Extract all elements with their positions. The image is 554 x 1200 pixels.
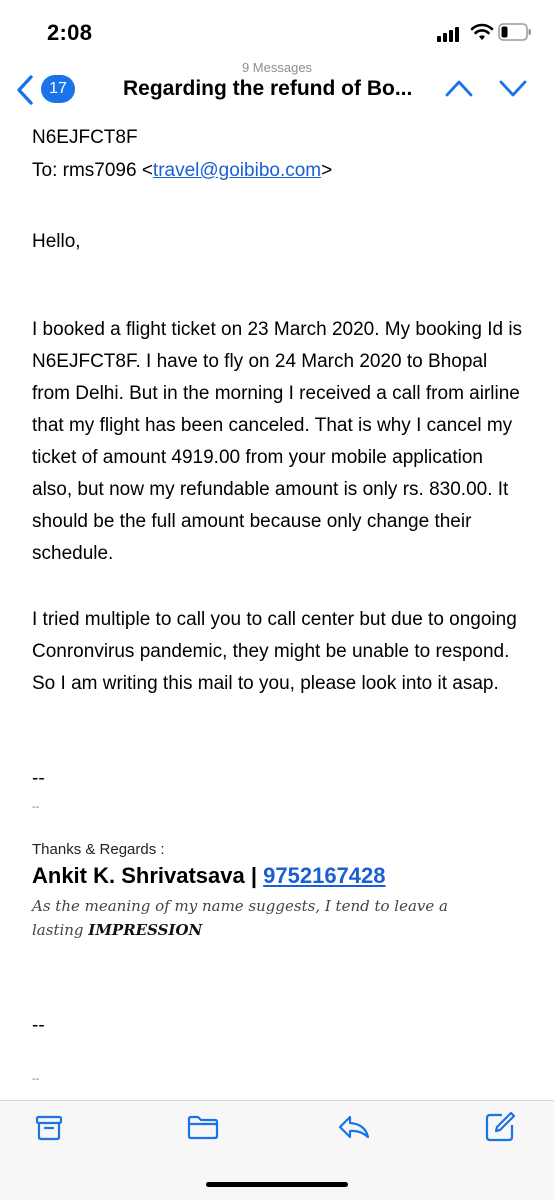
email-subject: Regarding the refund of Bo... [123,77,413,100]
quote-text: As the meaning of my name suggests, I tend to leave a lasting [32,897,448,939]
previous-message-icon[interactable] [444,78,474,98]
signature-separator-small: -- [32,801,40,813]
thanks-regards: Thanks & Regards : [32,841,165,858]
signature-separator: -- [32,768,45,789]
reply-icon[interactable] [336,1109,372,1145]
status-bar [0,0,554,60]
home-indicator[interactable] [206,1182,348,1187]
status-time: 2:08 [47,20,93,45]
folder-icon[interactable] [185,1109,221,1145]
body-paragraph-2: I tried multiple to call you to call center but due to ongoing Conronvirus pandemic, they might be unable to respond. So I am writing this mail to you, please look into it asap. [32,609,517,694]
header-reference: N6EJFCT8F [32,127,138,148]
footer-separator-small: -- [32,1073,40,1085]
wifi-icon [470,22,494,42]
footer-separator: -- [32,1015,45,1036]
next-message-icon[interactable] [498,78,528,98]
signature-name-line [32,863,386,889]
compose-icon[interactable] [482,1109,518,1145]
signature-name: Ankit K. Shrivatsava | [32,863,264,888]
to-suffix: > [321,160,333,181]
to-line [32,160,332,182]
greeting: Hello, [32,231,81,252]
nav-bar [0,60,554,114]
quote-emphasis: IMPRESSION [88,921,203,939]
signature-phone-link[interactable]: 9752167428 [263,863,386,888]
back-chevron-icon[interactable] [14,74,36,106]
signature-quote [32,894,502,942]
to-prefix: To: rms7096 < [32,160,153,181]
battery-icon [498,23,532,41]
to-email-link[interactable]: travel@goibibo.com [152,160,322,181]
message-count: 9 Messages [241,60,313,75]
back-count-badge[interactable]: 17 [41,75,75,103]
archive-icon[interactable] [31,1109,67,1145]
body-paragraph-1: I booked a flight ticket on 23 March 2020. My booking Id is N6EJFCT8F. I have to fly on 24 March 2020 to Bhopal from Delhi. But in the morning I received a call from airline that my flight has been canceled. That is why I cancel my ticket of amount 4919.00 from your mobile application also, but now my refundable amount is only rs. 830.00. It should be the full amount because only change their schedule. [32,319,523,564]
cellular-signal-icon [437,26,463,42]
